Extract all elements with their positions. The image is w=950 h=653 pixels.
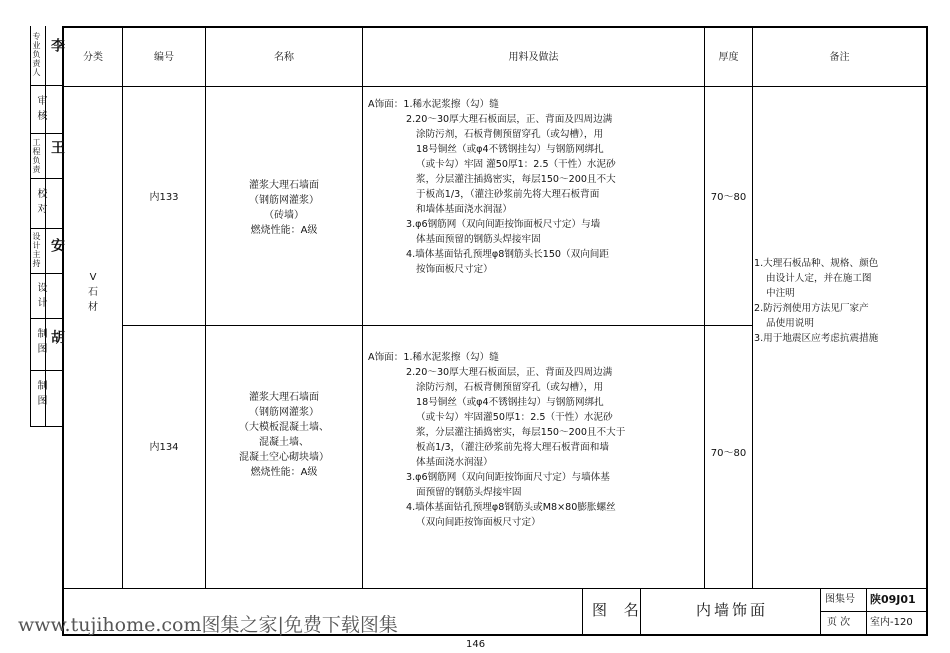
page-number: 146	[466, 639, 486, 650]
category-char: 材	[88, 302, 98, 313]
header-thickness: 厚度	[718, 52, 739, 63]
signature-mark: 王	[49, 140, 65, 155]
row2-name	[206, 390, 362, 480]
row1-code: 内133	[149, 192, 179, 203]
row2-method	[368, 350, 625, 530]
row1-method	[368, 97, 616, 277]
remark-line: 2.防污剂使用方法见厂家产	[754, 303, 869, 314]
strip-label-4: 校 对	[35, 188, 46, 215]
row1-thickness: 70～80	[710, 192, 747, 203]
header-code: 编号	[154, 52, 174, 63]
method-line: 3.φ6钢筋网（双向间距按饰面尺寸定）与墙体基	[406, 472, 610, 483]
name-line: 灌浆大理石墙面	[249, 392, 319, 403]
name-line: （砖墙）	[264, 210, 304, 221]
method-line: 2.20～30厚大理石板面层，正、背面及四周边满	[406, 367, 613, 378]
name-line: 混凝土墙、	[259, 437, 309, 448]
remark-line: 品使用说明	[766, 318, 814, 329]
method-line: 体基面浇水润湿）	[416, 457, 493, 468]
method-line: （或卡勾）牢固 灌50厚1：2.5（干性）水泥砂	[416, 159, 616, 170]
page-code: 室内-120	[870, 617, 913, 628]
method-line: 涂防污剂，石板背侧预留穿孔（或勾槽），用	[416, 382, 604, 393]
method-line: 浆，分层灌注插捣密实，每层150～200且不大于	[416, 427, 626, 438]
header-method: 用料及做法	[508, 52, 559, 63]
drawing-title: 内墙饰面	[696, 601, 769, 619]
method-line: 3.φ6钢筋网（双向间距按饰面板尺寸定）与墙	[406, 219, 601, 230]
method-line: 涂防污剂，石板背侧预留穿孔（或勾槽），用	[416, 129, 604, 140]
method-line: （双向间距按饰面板尺寸定）	[416, 517, 541, 528]
title-label: 图 名	[592, 601, 645, 619]
method-line: 2.20～30厚大理石板面层，正、背面及四周边满	[406, 114, 613, 125]
name-line: 燃烧性能：A级	[250, 225, 318, 236]
method-line: 18号铜丝（或φ4不锈钢挂勾）与钢筋网绑扎	[416, 397, 604, 408]
method-line: （或卡勾）牢固灌50厚1：2.5（干性）水泥砂	[416, 412, 613, 423]
strip-label-6: 设 计	[35, 282, 46, 309]
name-line: （钢筋网灌浆）	[249, 195, 319, 206]
method-line: 板高1/3，（灌注砂浆前先将大理石板背面和墙	[416, 442, 609, 453]
method-line: 面预留的钢筋头焊接牢固	[416, 487, 522, 498]
method-line: 和墙体基面浇水润湿）	[416, 204, 512, 215]
header-name: 名称	[274, 52, 294, 63]
page-label: 页 次	[827, 617, 851, 628]
strip-label-5: 设计主持	[32, 232, 41, 268]
strip-label-8: 制 图	[35, 380, 46, 407]
method-line: 4.墙体基面钻孔预埋φ8钢筋头长150（双向间距	[406, 249, 609, 260]
method-line: 体基面预留的钢筋头焊接牢固	[416, 234, 541, 245]
method-line: 于板高1/3，（灌注砂浆前先将大理石板背面	[416, 189, 600, 200]
category-cell	[64, 270, 122, 315]
strip-label-2: 审 核	[35, 95, 46, 122]
row2-code: 内134	[149, 442, 179, 453]
strip-label-1: 专业负责人	[32, 32, 41, 77]
method-line: 浆，分层灌注插捣密实，每层150～200且不大	[416, 174, 616, 185]
watermark: www.tujihome.com图集之家|免费下载图集	[18, 614, 398, 636]
atlas-number: 陕09J01	[870, 593, 916, 606]
header-remark: 备注	[829, 52, 850, 63]
signature-mark: 胡	[49, 330, 65, 345]
remark-line: 1.大理石板品种、规格、颜色	[754, 258, 879, 269]
name-line: （钢筋网灌浆）	[249, 407, 319, 418]
strip-label-7: 制 图	[35, 328, 46, 355]
remark-line: 由设计人定，并在施工图	[766, 273, 872, 284]
row2-thickness: 70～80	[710, 448, 747, 459]
name-line: 燃烧性能：A级	[250, 467, 318, 478]
name-line: （大模板混凝土墙、	[239, 422, 329, 433]
remark-line: 中注明	[766, 288, 795, 299]
method-line: 18号铜丝（或φ4不锈钢挂勾）与钢筋网绑扎	[416, 144, 604, 155]
name-line: 混凝土空心砌块墙）	[239, 452, 329, 463]
remarks	[754, 256, 878, 346]
method-line: 按饰面板尺寸定）	[416, 264, 493, 275]
method-line: 4.墙体基面钻孔预埋φ8钢筋头或M8×80膨胀螺丝	[406, 502, 616, 513]
category-char: V	[89, 272, 97, 283]
remark-line: 3.用于地震区应考虑抗震措施	[754, 333, 879, 344]
row1-name	[206, 178, 362, 238]
atlas-label: 图集号	[825, 594, 855, 605]
header-category: 分类	[83, 52, 103, 63]
strip-label-3: 工程负责	[32, 138, 41, 174]
category-char: 石	[88, 287, 98, 298]
signature-mark: 李	[49, 38, 65, 53]
method-line: A饰面：1.稀水泥浆擦（勾）缝	[368, 352, 499, 363]
name-line: 灌浆大理石墙面	[249, 180, 319, 191]
signature-mark: 安	[49, 238, 65, 253]
method-line: A饰面：1.稀水泥浆擦（勾）缝	[368, 99, 499, 110]
